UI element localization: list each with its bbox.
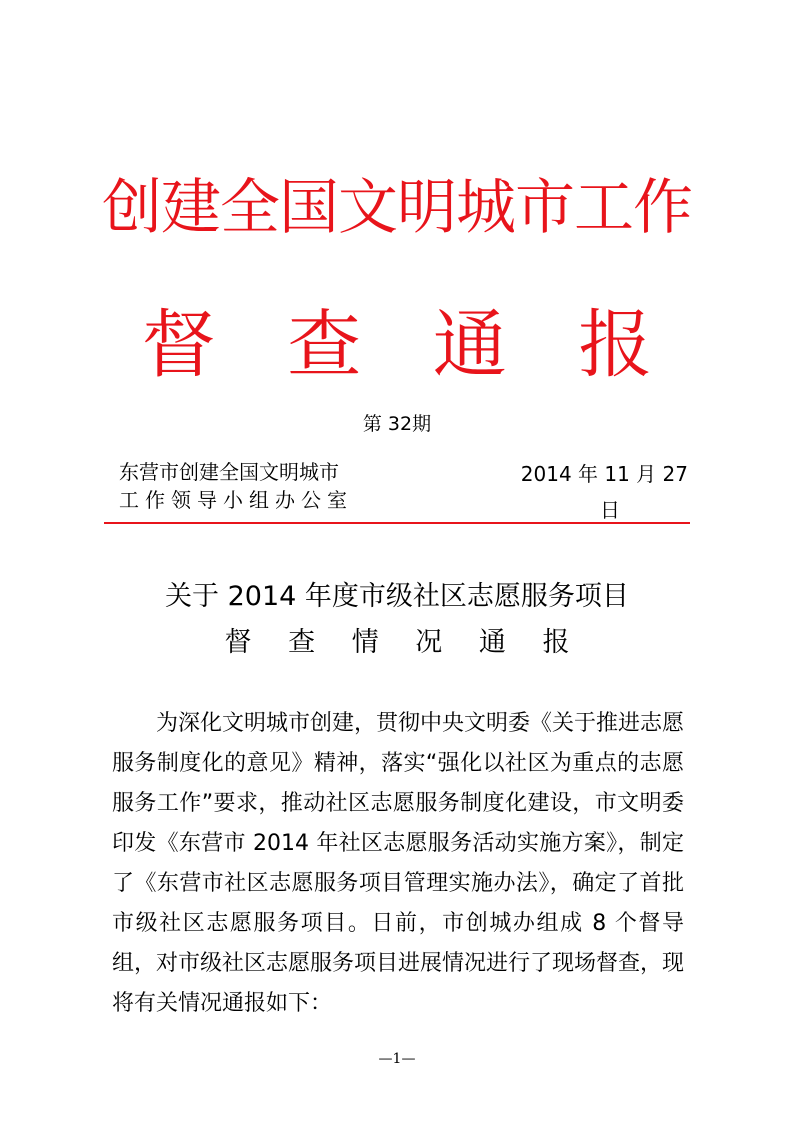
date-line-1: 2014 年 11 月 27	[520, 462, 688, 486]
date-block	[508, 456, 688, 528]
issuer-line-2: 工作领导小组办公室	[119, 488, 353, 512]
issue-number: 第 32期	[362, 413, 432, 435]
issuer-line-1: 东营市创建全国文明城市	[119, 460, 339, 484]
date-line-2: 日	[600, 498, 620, 522]
document-title-line-1: 关于 2014 年度市级社区志愿服务项目	[165, 581, 629, 612]
document-title-line-2: 督 查 情 况 通 报	[224, 627, 584, 658]
red-divider	[104, 522, 690, 524]
issuer-block	[119, 458, 409, 514]
document-title	[0, 574, 794, 666]
header-title: 创建全国文明城市工作	[102, 173, 692, 243]
body-paragraph: 为深化文明城市创建，贯彻中央文明委《关于推进志愿服务制度化的意见》精神，落实“强化以社区为重点的志愿服务工作”要求，推动社区志愿服务制度化建设，市文明委印发《东营市 2014 年社区志愿服务活动实施方案》，制定了《东营市社区志愿服务项目管理实施办法》，确定了首批市级社区志愿服务项目。日前，市创城办组成 8 个督导组，对市级社区志愿服务项目进展情况进行了现场督查，现将有关情况通报如下：	[112, 711, 685, 1016]
page-number: —1—	[378, 1051, 416, 1067]
header-subtitle: 督 查 通 报	[141, 302, 677, 388]
